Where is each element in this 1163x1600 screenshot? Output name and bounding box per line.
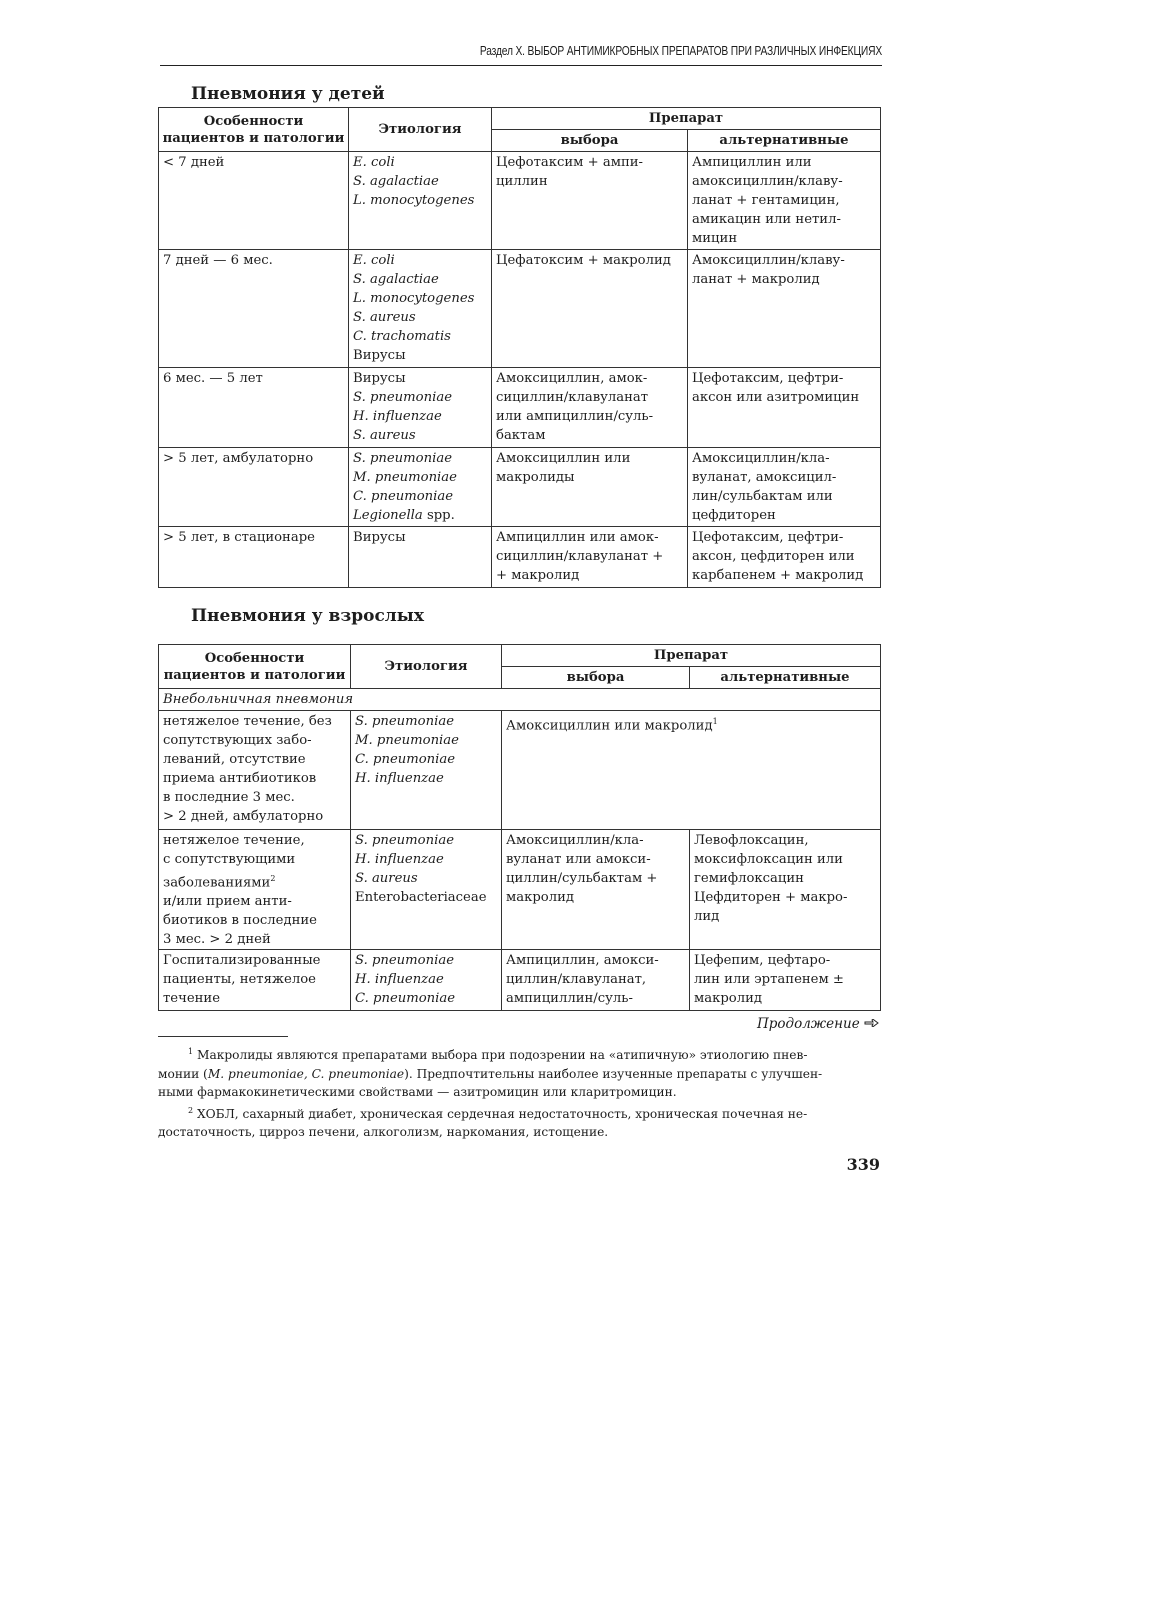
choice-drug-cell: Цефотаксим + ампи- циллин bbox=[492, 152, 688, 250]
header-alternative: альтернативные bbox=[690, 667, 881, 689]
table-row bbox=[159, 830, 881, 950]
etiology-cell: S. pneumoniae H. influenzae C. pneumoniae bbox=[351, 950, 502, 1011]
table-row bbox=[159, 711, 881, 830]
etiology-species: S. pneumoniae H. influenzae S. aureus bbox=[355, 833, 455, 886]
etiology-species: S. pneumoniae M. pneumoniae C. pneumoniae bbox=[353, 451, 457, 504]
etiology-spp: spp. bbox=[422, 508, 455, 523]
etiology-family: Enterobacteriaceae bbox=[355, 890, 487, 905]
patients-cell: 6 мес. — 5 лет bbox=[159, 368, 349, 448]
continuation-label: Продолжение bbox=[756, 1016, 860, 1032]
header-drug: Препарат bbox=[492, 108, 881, 130]
header-choice: выбора bbox=[492, 130, 688, 152]
choice-drug-cell: Цефатоксим + макролид bbox=[492, 250, 688, 368]
header-etiology: Этиология bbox=[351, 645, 502, 689]
etiology-cell bbox=[349, 527, 492, 588]
section-title-children: Пневмония у детей bbox=[191, 84, 385, 104]
etiology-cell bbox=[349, 448, 492, 527]
alternative-drug-cell: Амоксициллин/клаву- ланат + макролид bbox=[688, 250, 881, 368]
etiology-viruses: Вирусы bbox=[353, 530, 406, 545]
footnote-ref: 2 bbox=[270, 874, 276, 883]
alternative-drug-cell: Амоксициллин/кла- вуланат, амоксицил- лин/сульбактам или цефдиторен bbox=[688, 448, 881, 527]
patients-cell bbox=[159, 830, 351, 950]
footnote-mark: 2 bbox=[188, 1105, 194, 1115]
adults-pneumonia-table bbox=[158, 644, 881, 1011]
section-title-adults: Пневмония у взрослых bbox=[191, 606, 424, 626]
etiology-cell bbox=[349, 250, 492, 368]
table-row bbox=[159, 448, 881, 527]
page-number: 339 bbox=[846, 1155, 880, 1174]
patients-cell: 7 дней — 6 мес. bbox=[159, 250, 349, 368]
footnote-text: Макролиды являются препаратами выбора при подозрении на «атипичную» этиологию пнев- монии ( bbox=[158, 1048, 808, 1081]
etiology-species: E. coli S. agalactiae L. monocytogenes S. aureus C. trachomatis bbox=[353, 253, 475, 344]
footnote-rule bbox=[158, 1036, 288, 1037]
table-row bbox=[159, 527, 881, 588]
etiology-genus: Legionella bbox=[353, 508, 423, 523]
alternative-drug-cell: Левофлоксацин, моксифлоксацин или гемифлоксацин Цефдиторен + макро- лид bbox=[690, 830, 881, 950]
alternative-drug-cell: Цефотаксим, цефтри- аксон, цефдиторен или карбапенем + макролид bbox=[688, 527, 881, 588]
patients-cell: > 5 лет, в стационаре bbox=[159, 527, 349, 588]
header-etiology: Этиология bbox=[349, 108, 492, 152]
pointing-hand-icon bbox=[864, 1016, 880, 1032]
etiology-cell bbox=[351, 830, 502, 950]
choice-drug-cell bbox=[502, 711, 881, 830]
alternative-drug-cell: Цефотаксим, цефтри- аксон или азитромицин bbox=[688, 368, 881, 448]
choice-drug-cell: Ампициллин или амок- сициллин/клавуланат + + макролид bbox=[492, 527, 688, 588]
subsection-heading: Внебольничная пневмония bbox=[159, 689, 881, 711]
patients-text: нетяжелое течение, с сопутствующими заболеваниями bbox=[163, 833, 305, 891]
continuation-note bbox=[700, 1016, 880, 1032]
patients-cell: нетяжелое течение, без сопутствующих забо- леваний, отсутствие приема антибиотиков в последние 3 мес. > 2 дней, амбулаторно bbox=[159, 711, 351, 830]
etiology-cell: E. coli S. agalactiae L. monocytogenes bbox=[349, 152, 492, 250]
header-patients: Особенности пациентов и патологии bbox=[159, 108, 349, 152]
footnote-1 bbox=[158, 1043, 880, 1102]
table-row bbox=[159, 250, 881, 368]
patients-cell: < 7 дней bbox=[159, 152, 349, 250]
table-row bbox=[159, 152, 881, 250]
header-patients: Особенности пациентов и патологии bbox=[159, 645, 351, 689]
patients-text-cont: и/или прием анти- биотиков в последние 3 мес. > 2 дней bbox=[163, 894, 317, 948]
footnote-ref: 1 bbox=[712, 717, 718, 726]
footnote-2 bbox=[158, 1102, 880, 1142]
patients-cell: > 5 лет, амбулаторно bbox=[159, 448, 349, 527]
etiology-viruses: Вирусы bbox=[353, 348, 406, 363]
footnote-italic: M. pneumoniae, C. pneumoniae bbox=[207, 1066, 405, 1081]
table-row bbox=[159, 368, 881, 448]
choice-drug-cell: Ампициллин, амокси- циллин/клавуланат, ампициллин/суль- bbox=[502, 950, 690, 1011]
header-choice: выбора bbox=[502, 667, 690, 689]
header-drug: Препарат bbox=[502, 645, 881, 667]
etiology-cell: S. pneumoniae M. pneumoniae C. pneumoniae H. influenzae bbox=[351, 711, 502, 830]
etiology-viruses: Вирусы bbox=[353, 371, 406, 386]
children-pneumonia-table bbox=[158, 107, 881, 588]
patients-cell: Госпитализированные пациенты, нетяжелое течение bbox=[159, 950, 351, 1011]
etiology-cell bbox=[349, 368, 492, 448]
header-alternative: альтернативные bbox=[688, 130, 881, 152]
alternative-drug-cell: Ампициллин или амоксициллин/клаву- ланат + гентамицин, амикацин или нетил- мицин bbox=[688, 152, 881, 250]
choice-drug-cell: Амоксициллин/кла- вуланат или амокси- циллин/сульбактам + макролид bbox=[502, 830, 690, 950]
etiology-species: S. pneumoniae H. influenzae S. aureus bbox=[353, 390, 453, 443]
footnote-mark: 1 bbox=[188, 1047, 194, 1056]
footnote-text: ХОБЛ, сахарный диабет, хроническая сердечная недостаточность, хроническая почечная не- достаточность, цирроз печени, алкоголизм, наркомания, истощение. bbox=[158, 1106, 808, 1140]
choice-drug-cell: Амоксициллин, амок- сициллин/клавуланат или ампициллин/суль- бактам bbox=[492, 368, 688, 448]
table-row bbox=[159, 950, 881, 1011]
choice-drug-text: Амоксициллин или макролид bbox=[506, 718, 713, 734]
choice-drug-cell: Амоксициллин или макролиды bbox=[492, 448, 688, 527]
footnote-text-cont: ). Предпочтительны наиболее изученные препараты с улучшен- ными фармакокинетическими свойствами — азитромицин или кларитромицин. bbox=[158, 1066, 823, 1100]
alternative-drug-cell: Цефепим, цефтаро- лин или эртапенем ± макролид bbox=[690, 950, 881, 1011]
footnotes bbox=[158, 1043, 880, 1142]
running-header: Раздел X. ВЫБОР АНТИМИКРОБНЫХ ПРЕПАРАТОВ ПРИ РАЗЛИЧНЫХ ИНФЕКЦИЯХ bbox=[479, 44, 882, 58]
header-rule bbox=[160, 65, 882, 66]
